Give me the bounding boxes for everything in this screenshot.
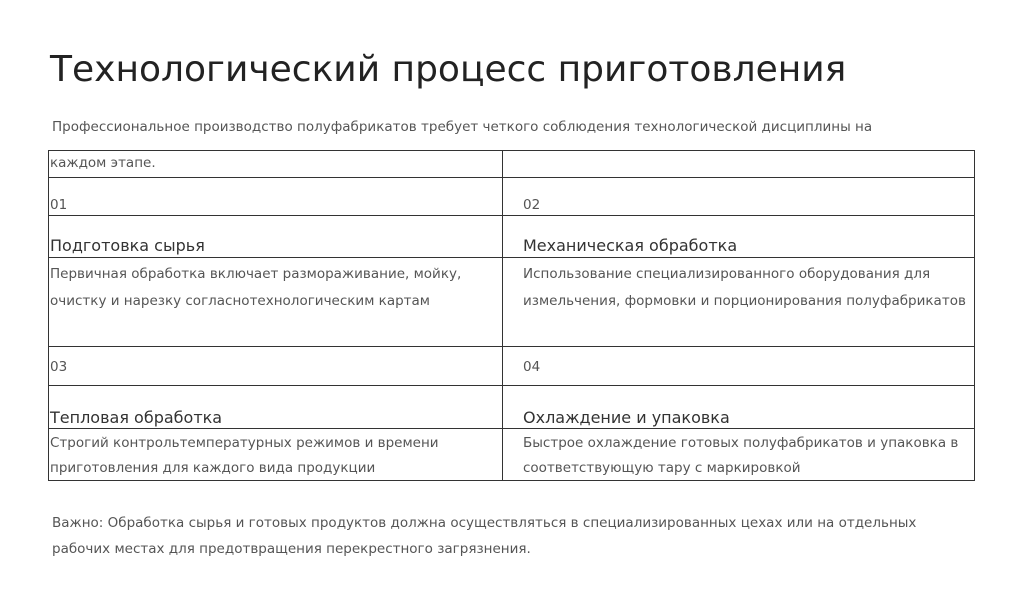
process-steps-table — [48, 150, 975, 481]
step-heading — [503, 216, 975, 258]
step-number-01: 01 — [50, 197, 68, 213]
step-heading-02: Механическая обработка — [523, 236, 738, 255]
empty-cell — [503, 151, 975, 178]
step-description — [49, 429, 503, 481]
step-number — [503, 178, 975, 216]
desc-line: очистку и нарезку согласнотехнологическим картам — [50, 293, 430, 309]
page-title: Технологический процесс приготовления — [50, 49, 847, 90]
step-description-03 — [50, 429, 502, 480]
step-description-04 — [523, 429, 974, 480]
note-line: рабочих местах для предотвращения перекрестного загрязнения. — [52, 541, 531, 557]
intro-text-line1: Профессиональное производство полуфабрикатов требует четкого соблюдения технологической дисциплины на — [52, 119, 873, 135]
desc-line: Первичная обработка включает размораживание, мойку, — [50, 266, 462, 282]
step-number-03: 03 — [50, 359, 68, 375]
step-description — [503, 258, 975, 347]
step-description — [49, 258, 503, 347]
step-heading-01: Подготовка сырья — [50, 236, 205, 255]
desc-line: приготовления для каждого вида продукции — [50, 460, 376, 476]
step-heading-04: Охлаждение и упаковка — [523, 408, 730, 427]
important-note — [52, 510, 972, 562]
intro-text-line2: каждом этапе. — [49, 151, 503, 178]
desc-line: Использование специализированного оборудования для — [523, 266, 931, 282]
desc-line: Строгий контрольтемпературных режимов и времени — [50, 435, 439, 451]
step-description-01 — [50, 258, 502, 314]
step-description-02 — [523, 258, 974, 314]
step-number-04: 04 — [523, 359, 541, 375]
step-heading — [49, 386, 503, 429]
step-number — [503, 347, 975, 386]
desc-line: соответствующую тару с маркировкой — [523, 460, 801, 476]
step-heading — [503, 386, 975, 429]
step-heading — [49, 216, 503, 258]
step-number — [49, 178, 503, 216]
desc-line: измельчения, формовки и порционирования полуфабрикатов — [523, 293, 966, 309]
step-heading-03: Тепловая обработка — [50, 408, 223, 427]
step-description — [503, 429, 975, 481]
step-number — [49, 347, 503, 386]
desc-line: Быстрое охлаждение готовых полуфабрикатов и упаковка в — [523, 435, 959, 451]
step-number-02: 02 — [523, 197, 541, 213]
note-line: Важно: Обработка сырья и готовых продуктов должна осуществляться в специализированных цехах или на отдельных — [52, 515, 917, 531]
